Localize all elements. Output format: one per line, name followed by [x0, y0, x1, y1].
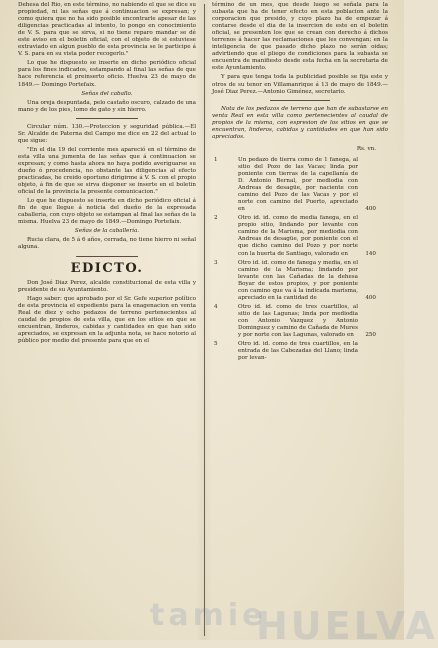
left-paragraph-10: Don José Diaz Perez, alcalde constitucional de esta villa y presidente de su Ayuntamiento.: [18, 279, 196, 293]
lot-number: 4: [214, 303, 218, 310]
lot-value: 400: [365, 206, 376, 213]
lot-item: [212, 157, 388, 213]
separator-rule: [270, 100, 330, 101]
left-paragraph-1: Dehesa del Rio, en este término, no nabiendo el que se dice su propiedad, ni las señas que á continuacion se expresan; y como quiera que no ha sido posible encontrarle apesar de las diligencias practicadas al intento, lo pongo en conocimiento de V. S. para que se sirva, si no tiene reparo mandar se dé este aviso en el boletin oficial, con el objeto de si estuviese extraviado en algun pueblo de esta provincia se le participe á V. S. para en su vista poder recogerlo.": [18, 2, 197, 58]
lot-description: Otro id. id. como de tres cuartillos, en la entrada de las Cabezadas del Llano; linda por levan-: [238, 341, 358, 362]
separator-rule: [76, 256, 138, 257]
left-paragraph-6: "En el dia 19 del corriente mes apareció en el término de esta villa una jumenta de las señas que á continuacion se expresan; y como hasta ahora no haya podido averiguarse su dueño ó procedencia, no obstante las diligencias al efecto practicadas, he creido oportuno dirigirme á V. S. con el propio objeto, á fin de que se sirva disponer se inserte en el boletin oficial de la provincia la presente comunicacion.": [18, 146, 196, 196]
left-paragraph-7: Lo que he dispuesto se inserte en dicho periódico oficial á fin de que llegue á noticia del dueño de la expresada caballeria, con cuyo objeto se estampan al final las señas de la misma. Huelva 23 de mayo de 1849.—Domingo Portefaix.: [18, 198, 196, 226]
currency-header: Rs. vn.: [356, 145, 376, 152]
left-paragraph-11: Hago saber: que aprobado por el Sr. Gefe superior político de esta provincia el expediente para la enagenacion en venta Real de diez y ocho pedazos de terreno pertenecientes al caudal de propios de esta villa, que en los sitios en que se encuentran, linderos, cabidas y cantidades en que han sido apreciados, se expresan en la adjunta nota, se hace notorio al público por medio del presente para que en el: [18, 295, 196, 344]
lot-description: Otro id. id. como de tres cuartillos, al sitio de las Lagunas; linda por mediodia con Antonio Vazquez y Antonio Dominguez y camino de Cañada de Mures y por norte con las Lagunas, valorado en: [238, 303, 358, 339]
lot-description: Otro id. id. como de media fanega, en el propio sitio, lindando por levante con camino de la Marisma, por mediodia con Andreas de desagüe, por poniente con el que dicho camino del Pozo y por norte con la huerta de Santiago, valorado en: [238, 215, 358, 257]
left-paragraph-2: Lo que he dispuesto se inserte en dicho periódico oficial para los fines indicados, estampando al final las señas de que hace referencia el preinserto oficio. Huelva 23 de mayo de 1849.— Domingo Portefaix.: [18, 60, 196, 88]
left-paragraph-5: Circular núm. 130.—Proteccion y seguridad pública.—El Sr. Alcalde de Paterna del Campo me dice en 22 del actual lo que sigue:: [18, 123, 196, 144]
left-column: [18, 2, 196, 638]
separator-rule: [76, 118, 138, 119]
lot-item: [212, 215, 388, 257]
horse-marks-heading: Señas del caballo.: [81, 90, 133, 97]
right-paragraph-1: término de un mes, que desde luego se señala para la subasta que ha de tener efecto en esta poblacion ante la corporacion que presido, y cuyo plazo ha de empezar á contarse desde el dia de la insercion de este en el boletin oficial, se presenten los que se crean con derecho á dichos terrenos á hacer las reclamaciones que les convengan; en la inteligencia de que pasado dicho plazo no serán oidas; advirtiendo que el pliego de condiciones para la subasta se encuentra de manifiesto desde esta fecha en la secretaria de este Ayuntamiento.: [212, 2, 388, 72]
column-divider: [204, 4, 205, 636]
right-column: [212, 2, 388, 638]
lot-value: 400: [365, 294, 376, 301]
lot-description: Otro id. id. como de fanega y media, en el camino de la Marisma; lindando por levante con las Cañadas de la dehesa Boyar de estos propios, y por poniente con camino que va á la indicada marisma, apreciado en la cantidad de: [238, 259, 358, 301]
lots-note: Nota de los pedazos de terreno que han de subastarse en venta Real en esta villa como pertenecientes al caudal de propios de la misma, con espresion de los sitios en que se encuentran, linderos, cabidas y cantidades en que han sido apreciados.: [212, 105, 388, 140]
archive-watermark-huelva: HUELVA: [256, 604, 438, 648]
lot-value: 250: [365, 332, 376, 339]
left-paragraph-4: Una oreja despuntada, pelo castaño oscuro, calzado de una mano y de los pies, lomo de gato y sin hierro.: [18, 99, 196, 113]
lot-number: 5: [214, 341, 218, 348]
lot-item: [212, 304, 388, 339]
left-paragraph-9: Rucia clara, de 5 á 6 años, cerrada, no tiene hierro ni señal alguna.: [18, 237, 196, 251]
lot-item: [212, 341, 388, 362]
edicto-heading: EDICTO.: [70, 260, 144, 276]
lot-number: 1: [214, 156, 218, 163]
right-paragraph-2: Y para que tenga toda la publicidad posible se fija este y otros de su tenor en Villamanrique á 13 de mayo de 1849.—José Diaz Perez.—Antonio Giménez, secretario.: [212, 74, 388, 95]
archive-watermark: tamie: [150, 598, 267, 633]
lot-number: 3: [214, 259, 218, 266]
lot-item: [212, 260, 388, 302]
lot-value: 140: [365, 250, 376, 257]
lot-description: Un pedazo de tierra como de 1 fanega, al sitio del Pozo de las Vacas; linda por poniente con tierras de la capellanía de D. Antonio Bernal, por mediodia con Andreas de desagüe, por naciente con camino del Pozo de las Vacas y por el norte con camino del Puerto, apreciado en: [238, 156, 358, 213]
mare-marks-heading: Señas de la caballería.: [74, 228, 140, 235]
lot-number: 2: [214, 215, 218, 222]
